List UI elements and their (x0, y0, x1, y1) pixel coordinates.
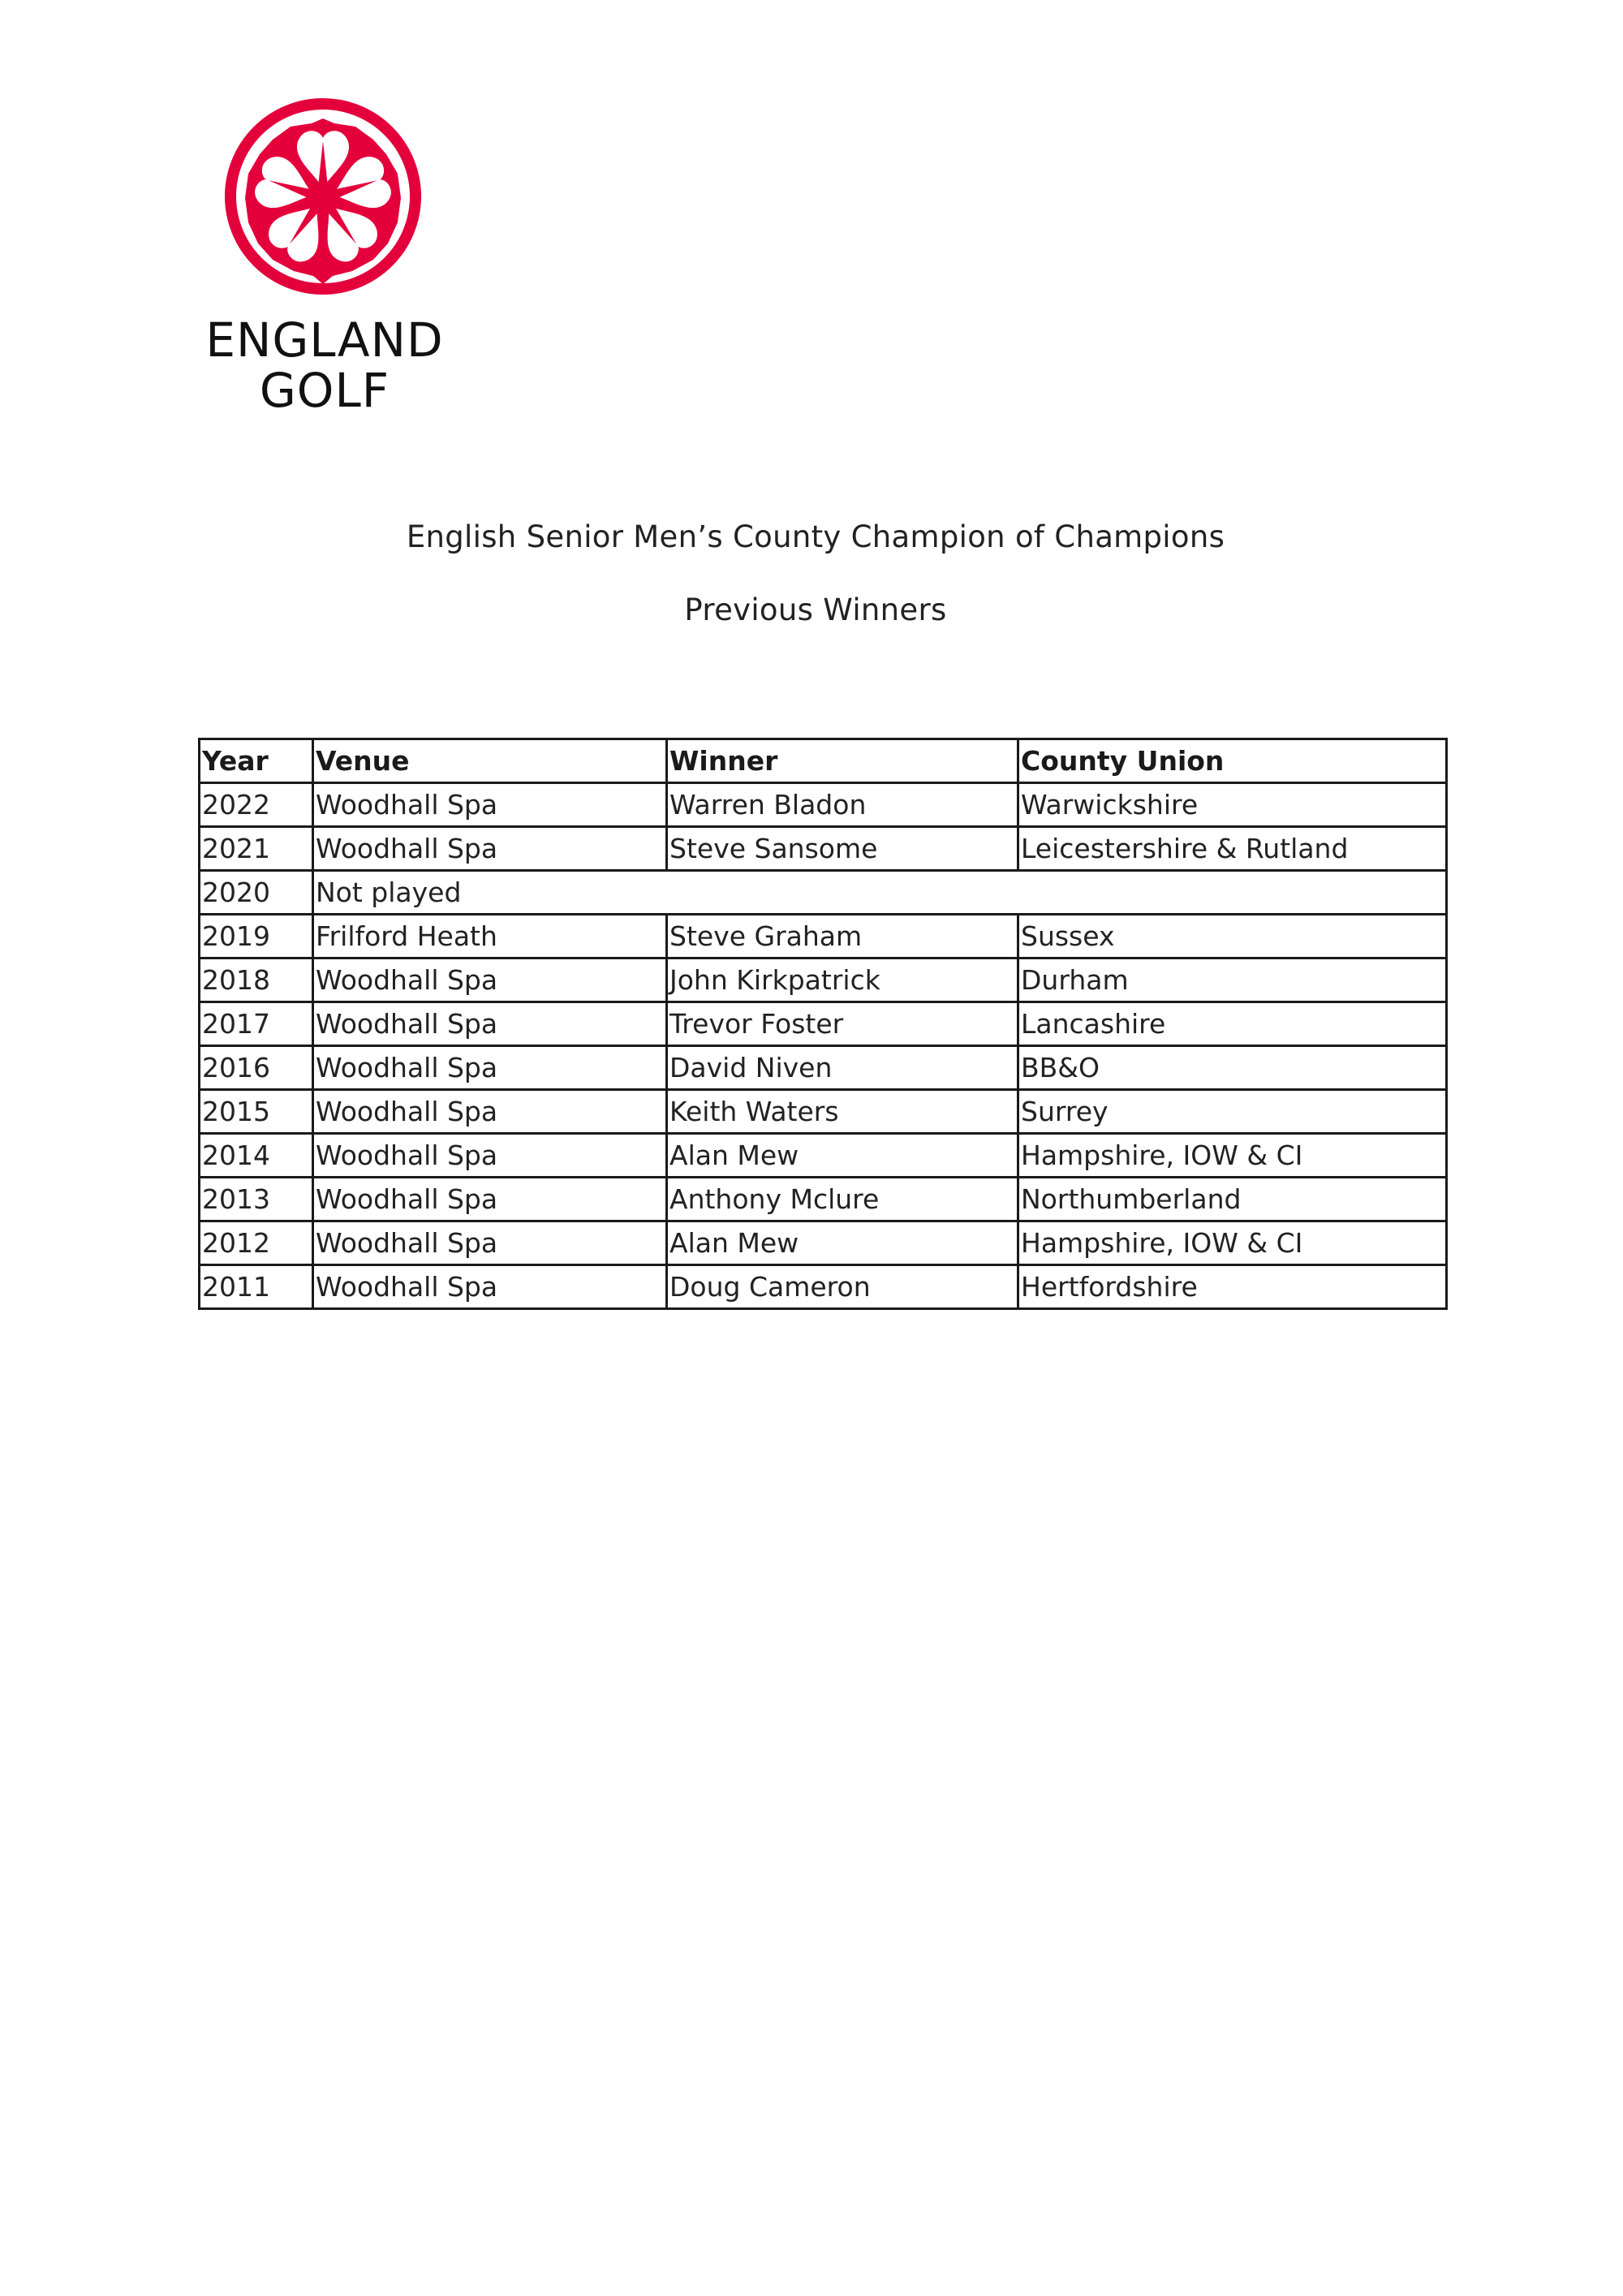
cell-winner: Steve Sansome (667, 827, 1018, 871)
cell-winner: Alan Mew (667, 1134, 1018, 1178)
cell-venue: Woodhall Spa (313, 1002, 667, 1046)
cell-year: 2018 (200, 958, 313, 1002)
table-row (200, 1090, 1447, 1134)
cell-year: 2011 (200, 1265, 313, 1309)
table-row (200, 1002, 1447, 1046)
cell-winner: Anthony Mclure (667, 1178, 1018, 1221)
cell-year: 2020 (200, 871, 313, 915)
cell-county: Durham (1018, 958, 1447, 1002)
cell-year: 2013 (200, 1178, 313, 1221)
cell-not-played-note: Not played (313, 871, 1447, 915)
cell-county: Leicestershire & Rutland (1018, 827, 1447, 871)
cell-winner: Trevor Foster (667, 1002, 1018, 1046)
cell-year: 2016 (200, 1046, 313, 1090)
table-row (200, 958, 1447, 1002)
logo-line-golf: GOLF (259, 363, 390, 418)
cell-venue: Woodhall Spa (313, 1046, 667, 1090)
cell-county: Northumberland (1018, 1178, 1447, 1221)
cell-county: Surrey (1018, 1090, 1447, 1134)
cell-winner: Warren Bladon (667, 783, 1018, 827)
table-row (200, 1265, 1447, 1309)
cell-winner: Alan Mew (667, 1221, 1018, 1265)
cell-venue: Woodhall Spa (313, 1265, 667, 1309)
table-header-row (200, 739, 1447, 783)
cell-year: 2021 (200, 827, 313, 871)
previous-winners-table (198, 738, 1448, 1310)
cell-venue: Woodhall Spa (313, 958, 667, 1002)
cell-county: Lancashire (1018, 1002, 1447, 1046)
tudor-rose-icon (224, 97, 422, 295)
page-title: English Senior Men’s County Champion of Champions (406, 519, 1225, 554)
table-row (200, 871, 1447, 915)
table-row (200, 1178, 1447, 1221)
cell-year: 2014 (200, 1134, 313, 1178)
table-row (200, 827, 1447, 871)
cell-year: 2012 (200, 1221, 313, 1265)
cell-winner: David Niven (667, 1046, 1018, 1090)
logo-line-england: ENGLAND (205, 312, 444, 368)
cell-venue: Woodhall Spa (313, 1178, 667, 1221)
cell-year: 2017 (200, 1002, 313, 1046)
cell-year: 2022 (200, 783, 313, 827)
cell-year: 2019 (200, 915, 313, 958)
cell-county: Sussex (1018, 915, 1447, 958)
column-header-venue: Venue (313, 739, 667, 783)
cell-venue: Woodhall Spa (313, 1134, 667, 1178)
cell-venue: Woodhall Spa (313, 1090, 667, 1134)
cell-county: BB&O (1018, 1046, 1447, 1090)
cell-winner: John Kirkpatrick (667, 958, 1018, 1002)
table-row (200, 1134, 1447, 1178)
cell-winner: Doug Cameron (667, 1265, 1018, 1309)
cell-county: Hampshire, IOW & CI (1018, 1134, 1447, 1178)
column-header-county-union: County Union (1018, 739, 1447, 783)
cell-venue: Woodhall Spa (313, 1221, 667, 1265)
logo-wordmark (195, 312, 454, 418)
page-subtitle: Previous Winners (684, 592, 947, 627)
cell-venue: Woodhall Spa (313, 783, 667, 827)
cell-county: Warwickshire (1018, 783, 1447, 827)
column-header-year: Year (200, 739, 313, 783)
cell-venue: Frilford Heath (313, 915, 667, 958)
table-row (200, 915, 1447, 958)
table-row (200, 1046, 1447, 1090)
column-header-winner: Winner (667, 739, 1018, 783)
cell-year: 2015 (200, 1090, 313, 1134)
cell-winner: Steve Graham (667, 915, 1018, 958)
cell-county: Hertfordshire (1018, 1265, 1447, 1309)
cell-venue: Woodhall Spa (313, 827, 667, 871)
table-row (200, 783, 1447, 827)
table-row (200, 1221, 1447, 1265)
cell-county: Hampshire, IOW & CI (1018, 1221, 1447, 1265)
cell-winner: Keith Waters (667, 1090, 1018, 1134)
